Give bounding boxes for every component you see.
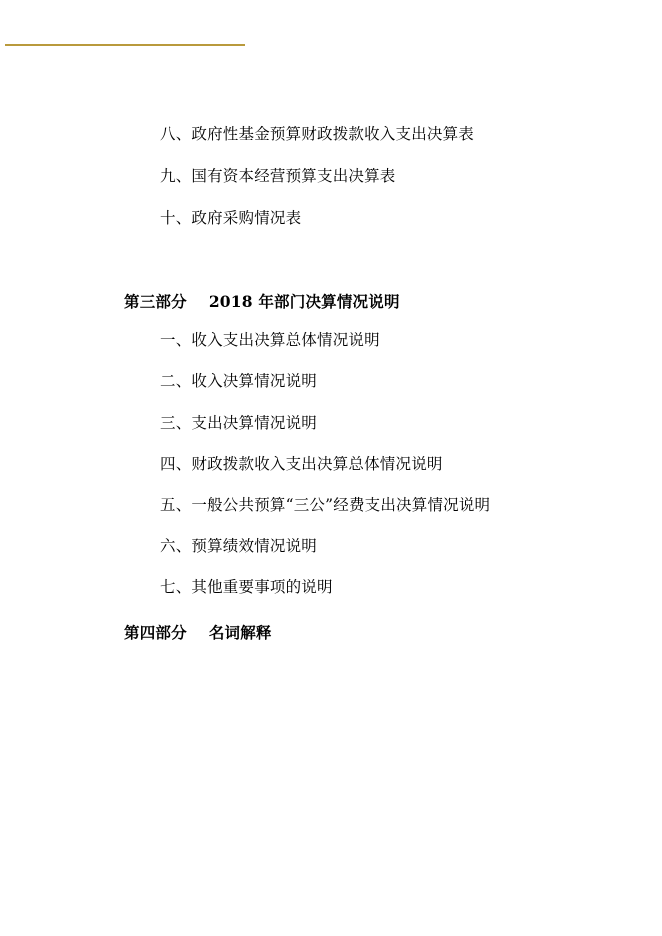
toc-item <box>160 333 380 349</box>
toc-item <box>160 416 317 432</box>
toc-item-number: 六、 <box>160 537 192 555</box>
toc-item-number: 三、 <box>160 414 192 432</box>
toc-item-label: 财政拨款收入支出决算总体情况说明 <box>191 455 443 473</box>
toc-item-label: 其他重要事项的说明 <box>191 578 333 596</box>
toc-item-number: 七、 <box>160 578 192 596</box>
part-three-heading-title: 2018 年部门决算情况说明 <box>208 292 400 311</box>
toc-item-number: 九、 <box>160 167 192 185</box>
toc-item-number: 八、 <box>160 125 192 143</box>
part-three-heading <box>124 290 400 312</box>
toc-item <box>160 374 317 390</box>
toc-item-number: 四、 <box>160 455 192 473</box>
toc-item-label: 预算绩效情况说明 <box>191 537 318 555</box>
part-three-heading-label: 第三部分 <box>124 292 187 311</box>
header-rule <box>5 44 245 46</box>
toc-item-label: 支出决算情况说明 <box>191 414 318 432</box>
toc-item-number: 十、 <box>160 209 192 227</box>
toc-item-number: 二、 <box>160 372 192 390</box>
toc-item <box>160 211 301 227</box>
toc-item-label: 政府采购情况表 <box>191 209 302 227</box>
toc-item-label: 政府性基金预算财政拨款收入支出决算表 <box>191 125 475 143</box>
part-four-heading-label: 第四部分 <box>124 623 187 642</box>
toc-item <box>160 580 333 596</box>
part-four-heading <box>124 621 272 643</box>
toc-item <box>160 169 396 185</box>
toc-item <box>160 539 317 555</box>
toc-item-label: 收入决算情况说明 <box>191 372 318 390</box>
toc-item <box>160 127 474 143</box>
toc-item-number: 五、 <box>160 496 192 514</box>
part-four-heading-title: 名词解释 <box>208 623 272 642</box>
toc-item <box>160 498 490 514</box>
toc-item-number: 一、 <box>160 331 192 349</box>
toc-item-label: 国有资本经营预算支出决算表 <box>191 167 396 185</box>
toc-item-label: 一般公共预算“三公”经费支出决算情况说明 <box>191 496 491 514</box>
toc-item-label: 收入支出决算总体情况说明 <box>191 331 380 349</box>
toc-item <box>160 457 443 473</box>
